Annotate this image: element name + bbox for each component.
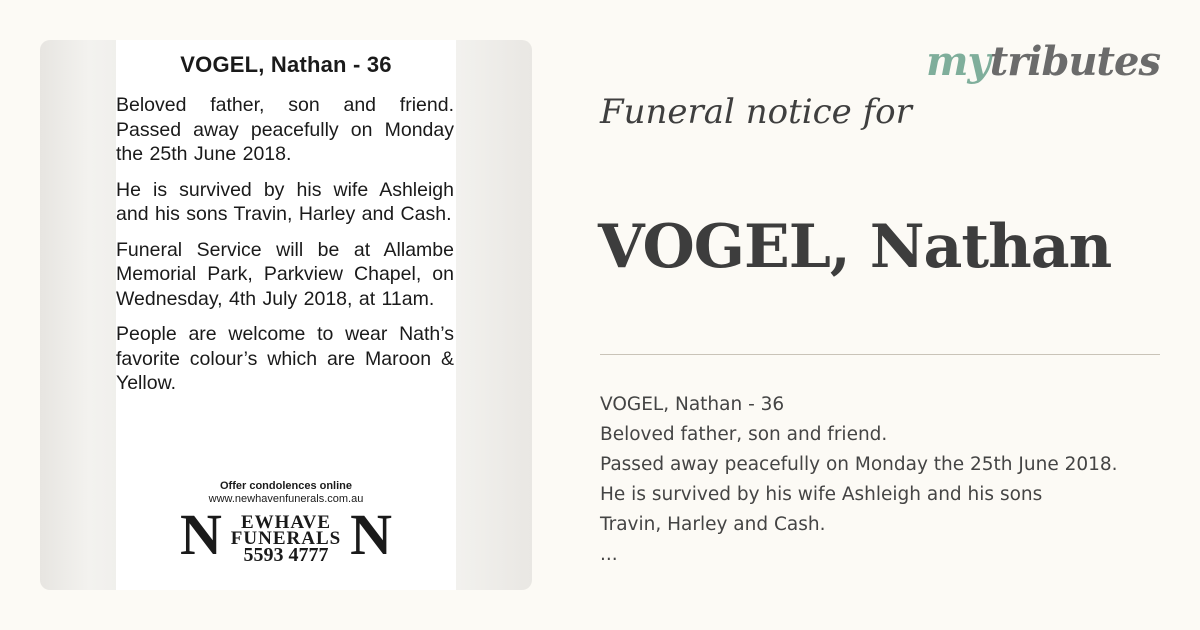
notice-paragraph: Beloved father, son and friend. Passed away peacefully on Monday the 25th June 2018. (116, 94, 454, 165)
summary-ellipsis: ... (600, 544, 618, 565)
summary-line: He is survived by his wife Ashleigh and his sons (600, 484, 1043, 505)
wordmark-initial: N (180, 502, 222, 567)
funeral-director-url: www.newhavenfunerals.com.au (208, 493, 364, 505)
wordmark-initial: N (350, 502, 392, 567)
deceased-name: VOGEL, Nathan (598, 212, 1112, 282)
wordmark-line-1: EWHAVE (240, 512, 332, 533)
notice-summary (600, 390, 1170, 570)
notice-paragraph: People are welcome to wear Nath’s favorite colour’s which are Maroon & Yellow. (116, 323, 454, 394)
notice-title: VOGEL, Nathan - 36 (180, 52, 392, 77)
summary-line: VOGEL, Nathan - 36 (600, 394, 785, 415)
logo-prefix: my (926, 38, 990, 85)
summary-line: Travin, Harley and Cash. (600, 514, 826, 535)
summary-line: Passed away peacefully on Monday the 25th June 2018. (600, 454, 1118, 475)
condolences-text: Offer condolences online (219, 480, 353, 492)
funeral-director-wordmark (166, 502, 406, 568)
funeral-director-logo (166, 480, 406, 580)
notice-paragraph: He is survived by his wife Ashleigh and his sons Travin, Harley and Cash. (116, 178, 454, 225)
logo-suffix: tributes (989, 38, 1160, 85)
summary-line: Beloved father, son and friend. (600, 424, 888, 445)
divider (600, 354, 1160, 355)
notice-kicker: Funeral notice for (600, 92, 912, 132)
wordmark-line-2: FUNERALS (230, 528, 342, 549)
notice-image[interactable] (40, 40, 532, 590)
newspaper-notice (116, 40, 456, 590)
mytributes-logo[interactable] (926, 38, 1160, 85)
wordmark-phone: 5593 4777 (243, 544, 329, 566)
notice-paragraph: Funeral Service will be at Allambe Memorial Park, Parkview Chapel, on Wednesday, 4th July 2018, at 11am. (116, 238, 454, 310)
